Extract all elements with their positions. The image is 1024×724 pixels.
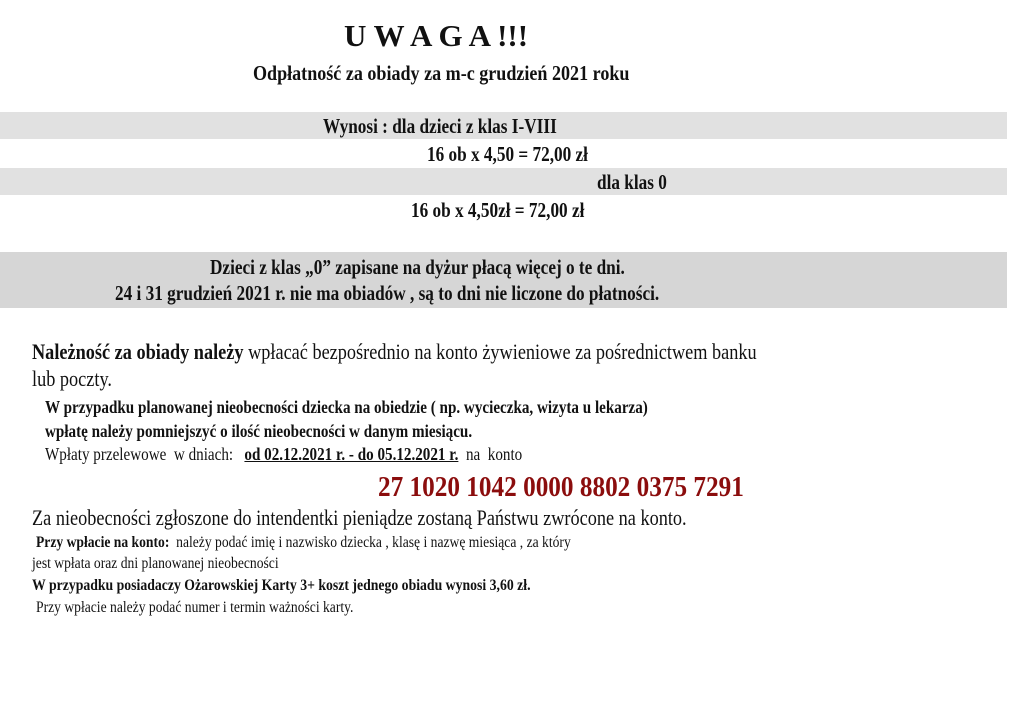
card-discount-text: W przypadku posiadaczy Ożarowskiej Karty 3+ koszt jednego obiadu wynosi 3,60 zł. bbox=[32, 577, 531, 594]
notice-line-1 bbox=[210, 254, 716, 280]
absence-line-2 bbox=[45, 420, 553, 442]
pricing-label bbox=[323, 113, 608, 139]
highlight-band-2 bbox=[0, 168, 1007, 195]
card-discount-line bbox=[32, 576, 612, 596]
pricing-line-3: dla klas 0 bbox=[597, 170, 667, 194]
absence-text-2: wpłatę należy pomniejszyć o ilość nieobecności w danym miesiącu. bbox=[45, 421, 473, 441]
absence-line-1 bbox=[45, 396, 763, 418]
transfer-prefix: Wpłaty przelewowe w dniach: bbox=[45, 444, 245, 464]
transfer-info-bold: Przy wpłacie na konto: bbox=[36, 534, 170, 551]
payment-intro-line-2 bbox=[32, 366, 128, 392]
pricing-class0-label bbox=[597, 169, 682, 195]
refund-text: Za nieobecności zgłoszone do intendentki pieniądze zostaną Państwu zwrócone na konto. bbox=[32, 505, 687, 530]
subtitle-text: Odpłatność za obiady za m-c grudzień 2021 roku bbox=[253, 61, 630, 85]
transfer-suffix: na konto bbox=[458, 444, 523, 464]
transfer-dates: od 02.12.2021 r. - do 05.12.2021 r. bbox=[244, 444, 459, 464]
card-info-line bbox=[36, 598, 409, 618]
page-title bbox=[344, 18, 528, 54]
pricing-calc-2 bbox=[411, 197, 622, 223]
page-subtitle bbox=[253, 60, 691, 86]
card-info-text: Przy wpłacie należy podać numer i termin ważności karty. bbox=[36, 599, 354, 616]
payment-intro-rest: wpłacać bezpośrednio na konto żywieniowe za pośrednictwem banku bbox=[243, 339, 757, 364]
pricing-line-4: 16 ob x 4,50zł = 72,00 zł bbox=[411, 198, 585, 222]
notice-line-2 bbox=[115, 280, 779, 306]
transfer-dates-line bbox=[45, 443, 613, 465]
payment-intro-line-2-text: lub poczty. bbox=[32, 366, 112, 391]
pricing-calc-1 bbox=[427, 141, 623, 167]
notice-text-2: 24 i 31 grudzień 2021 r. nie ma obiadów , są to dni nie liczone do płatności. bbox=[115, 281, 660, 305]
pricing-line-1: Wynosi : dla dzieci z klas I-VIII bbox=[323, 114, 557, 138]
transfer-info-line-2-text: jest wpłata oraz dni planowanej nieobecności bbox=[32, 555, 279, 572]
transfer-info-line-2 bbox=[32, 554, 322, 574]
refund-info bbox=[32, 505, 821, 531]
payment-intro-bold: Należność za obiady należy bbox=[32, 339, 244, 364]
transfer-info-rest: należy podać imię i nazwisko dziecka , klasę i nazwę miesiąca , za który bbox=[169, 534, 571, 551]
account-number[interactable] bbox=[378, 470, 799, 504]
notice-text-1: Dzieci z klas „0” zapisane na dyżur płacą więcej o te dni. bbox=[210, 255, 625, 279]
pricing-line-2: 16 ob x 4,50 = 72,00 zł bbox=[427, 142, 588, 166]
account-number-text: 27 1020 1042 0000 8802 0375 7291 bbox=[378, 471, 744, 503]
absence-text-1: W przypadku planowanej nieobecności dziecka na obiedzie ( np. wycieczka, wizyta u lekarza) bbox=[45, 397, 648, 417]
transfer-info bbox=[36, 533, 665, 553]
title-text: U W A G A !!! bbox=[344, 18, 529, 53]
payment-intro bbox=[32, 339, 905, 365]
